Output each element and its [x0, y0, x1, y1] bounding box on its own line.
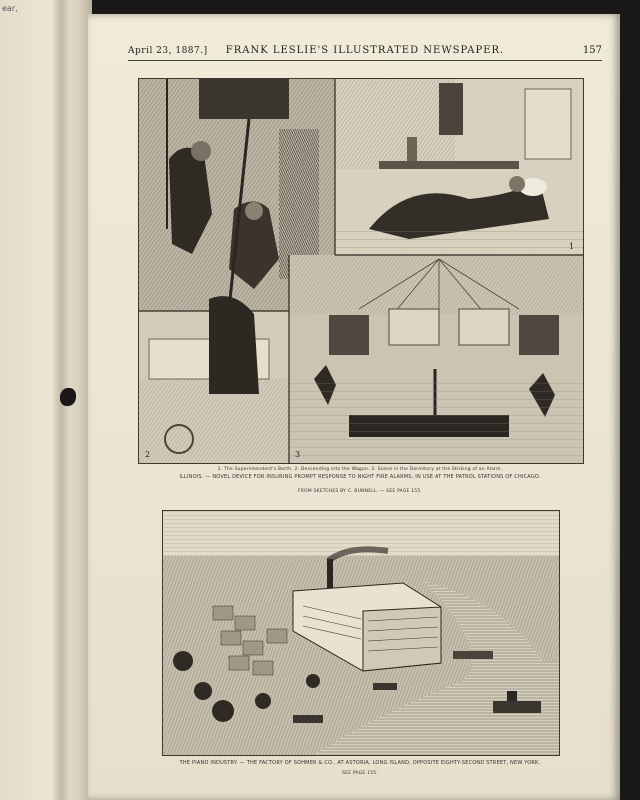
top-illustration — [138, 78, 584, 464]
newspaper-page — [88, 14, 620, 800]
top-illustration-legend: 1. The Superintendent's Berth. 2. Descending into the Wagon. 3. Scene in the Dormitory at the Striking of an Alarm. — [217, 467, 503, 472]
page-number: 157 — [582, 45, 602, 56]
issue-date: April 23, 1887.] — [128, 46, 208, 56]
page-header — [128, 44, 602, 61]
factory-engraving — [163, 511, 559, 755]
bottom-illustration — [162, 510, 560, 756]
top-illustration-caption: ILLINOIS. — NOVEL DEVICE FOR INSURING PROMPT RESPONSE TO NIGHT FIRE ALARMS, IN USE AT THE PATROL STATIONS OF CHICAGO. — [179, 474, 541, 480]
left-page-text-fragment: ear, — [2, 4, 18, 13]
newspaper-title: FRANK LESLIE'S ILLUSTRATED NEWSPAPER. — [225, 45, 505, 56]
page-tear — [60, 388, 76, 406]
panel-number-3: 3 — [295, 450, 301, 459]
fire-patrol-engraving — [139, 79, 583, 463]
top-illustration-credit: FROM SKETCHES BY C. BUNNELL. — SEE PAGE 155. — [297, 489, 423, 494]
panel-number-2: 2 — [145, 450, 151, 459]
bottom-illustration-see-page: SEE PAGE 155. — [342, 771, 378, 776]
left-page — [0, 0, 92, 800]
panel-number-1: 1 — [569, 242, 575, 251]
bottom-illustration-caption: THE PIANO INDUSTRY. — THE FACTORY OF SOHMER & CO., AT ASTORIA, LONG ISLAND, OPPOSITE EIGHTY-SECOND STREET, NEW YORK. — [179, 760, 541, 766]
